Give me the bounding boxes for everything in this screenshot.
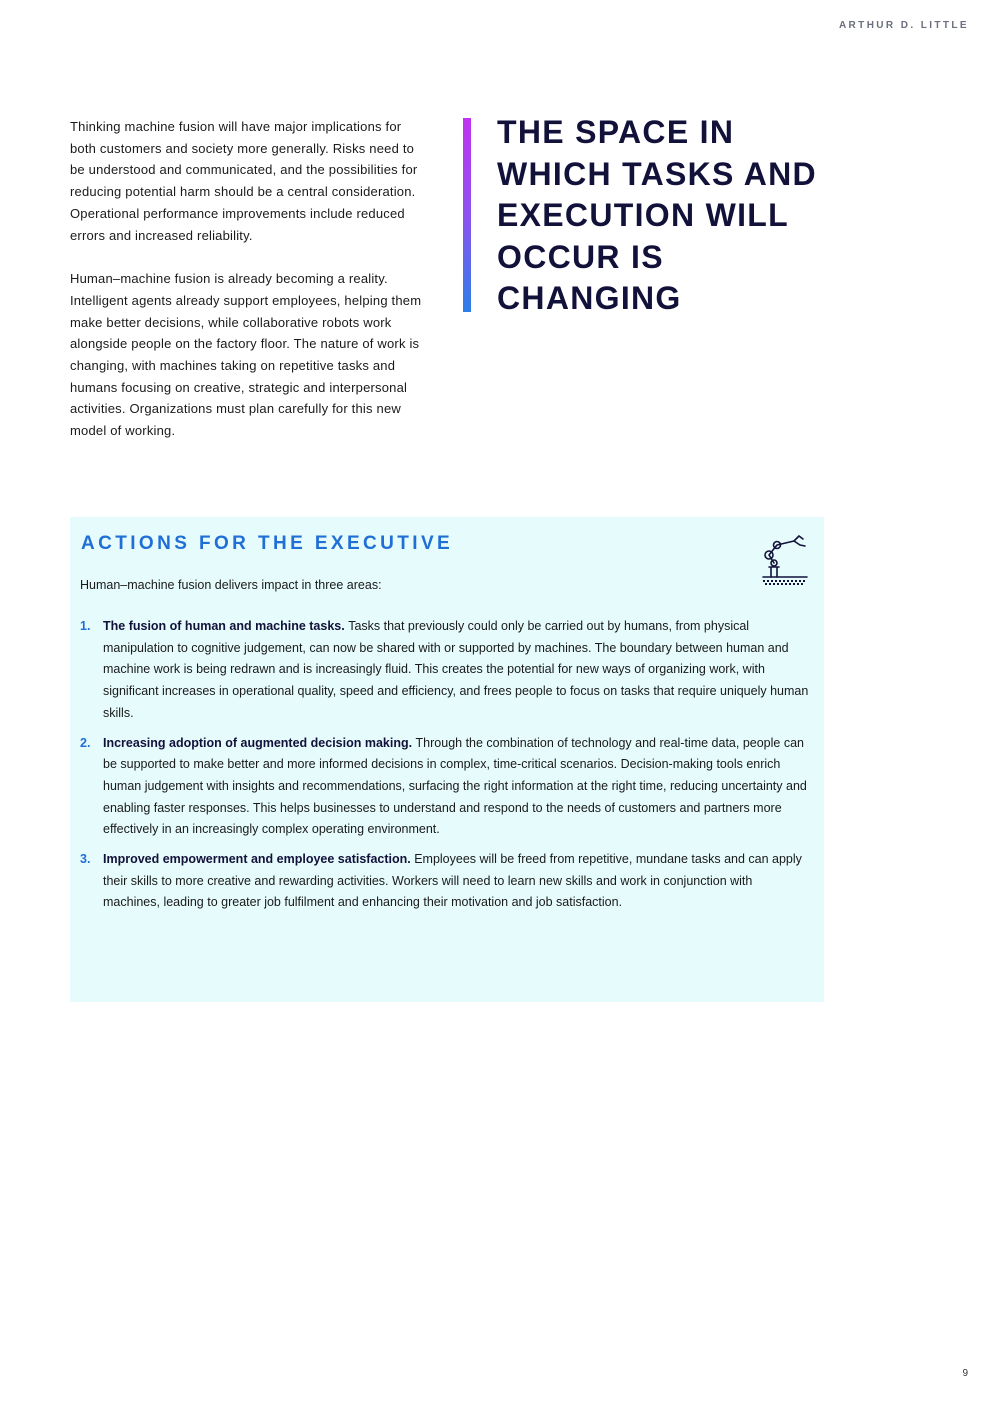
action-item-3	[80, 849, 810, 914]
action-body: Employees will be freed from repetitive, mundane tasks and can apply their skills to more creative and rewarding activities. Workers will need to learn new skills and work in conjunction with machines, leading to greater job fulfilment and enhancing their motivation and job satisfaction.	[103, 852, 802, 910]
gradient-accent-bar	[463, 118, 471, 312]
page-number: 9	[962, 1368, 968, 1379]
actions-intro: Human–machine fusion delivers impact in three areas:	[80, 578, 382, 592]
action-number: 3.	[80, 852, 91, 867]
action-lead: The fusion of human and machine tasks.	[103, 619, 349, 633]
pull-quote-text: THE SPACE IN WHICH TASKS AND EXECUTION WILL OCCUR IS CHANGING	[497, 114, 817, 317]
action-lead: Improved empowerment and employee satisfaction.	[103, 852, 415, 867]
actions-for-executive-box	[70, 517, 824, 1002]
action-body: Tasks that previously could only be carried out by humans, from physical manipulation to cognitive judgement, can now be shared with or supported by machines. The boundary between human and machine work is being redrawn and is increasingly fluid. This creates the potential for new ways of organizing work, with significant increases in operational quality, speed and efficiency, and frees people to focus on tasks that require uniquely human skills.	[103, 619, 809, 720]
actions-title: ACTIONS FOR THE EXECUTIVE	[81, 533, 454, 554]
intro-text	[70, 116, 426, 464]
intro-paragraph-1: Thinking machine fusion will have major implications for both customers and society more generally. Risks need to be understood and communicated, and the possibilities for reducing potential harm should be a central consideration. Operational performance improvements include reduced errors and increased reliability.	[70, 119, 418, 243]
action-number: 1.	[80, 619, 91, 633]
brand-name: ARTHUR D. LITTLE	[838, 20, 969, 31]
action-body: Through the combination of technology and real-time data, people can be supported to make better and more informed decisions in complex, time-critical scenarios. Decision-making tools enrich human judgement with insights and recommendations, surfacing the right information at the right time, reducing uncertainty and enabling faster responses. This helps businesses to understand and respond to the needs of customers and partners more effectively in an increasingly complex operating environment.	[103, 735, 807, 837]
action-lead: Increasing adoption of augmented decision making.	[103, 735, 416, 750]
action-item-2	[80, 733, 810, 842]
actions-list	[80, 616, 810, 922]
action-number: 2.	[80, 735, 91, 750]
intro-paragraph-2: Human–machine fusion is already becoming a reality. Intelligent agents already support employees, helping them make better decisions, while collaborative robots work alongside people on the factory floor. The nature of work is changing, with machines taking on repetitive tasks and humans focusing on creative, strategic and interpersonal activities. Organizations must plan carefully for this new model of working.	[70, 271, 422, 439]
action-item-1	[80, 616, 810, 725]
